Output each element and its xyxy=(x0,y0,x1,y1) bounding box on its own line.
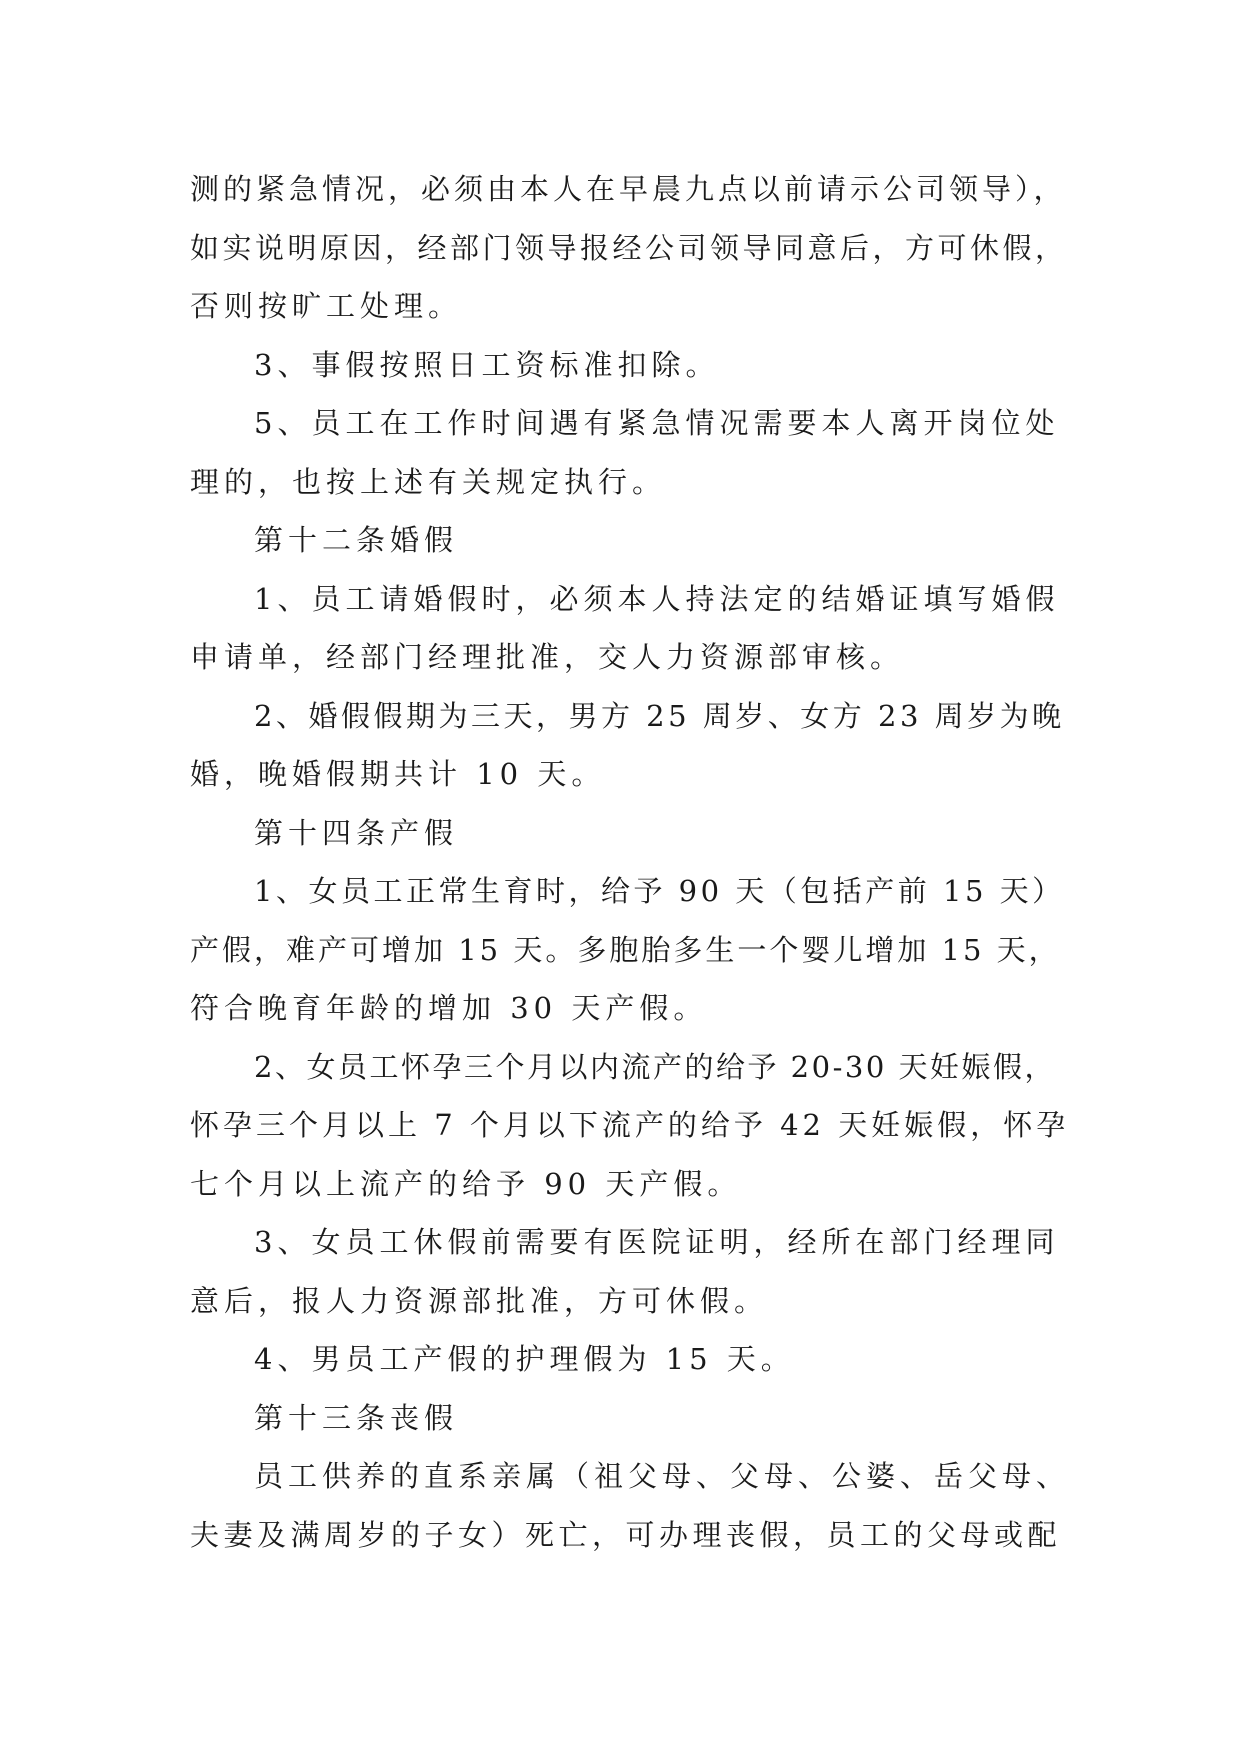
text-line: 2、婚假假期为三天，男方 25 周岁、女方 23 周岁为晚 xyxy=(254,698,1065,733)
text-line: 否则按旷工处理。 xyxy=(190,289,463,323)
text-line: 3、事假按照日工资标准扣除。 xyxy=(254,347,720,382)
text-line: 4、男员工产假的护理假为 15 天。 xyxy=(254,1342,795,1376)
text-line: 2、女员工怀孕三个月以内流产的给予 20-30 天妊娠假， xyxy=(254,1049,1056,1084)
text-line: 怀孕三个月以上 7 个月以下流产的给予 42 天妊娠假，怀孕 xyxy=(190,1108,1070,1142)
section-heading: 第十四条产假 xyxy=(254,815,459,850)
text-line: 理的，也按上述有关规定执行。 xyxy=(190,464,667,499)
text-line: 申请单，经部门经理批准，交人力资源部审核。 xyxy=(190,640,905,674)
text-line: 符合晚育年龄的增加 30 天产假。 xyxy=(190,991,708,1025)
text-line: 1、女员工正常生育时，给予 90 天（包括产前 15 天） xyxy=(254,874,1065,908)
section-heading: 第十三条丧假 xyxy=(254,1400,459,1435)
text-line: 测的紧急情况，必须由本人在早晨九点以前请示公司领导）， xyxy=(190,172,1067,206)
section-heading: 第十二条婚假 xyxy=(254,523,459,557)
document-body xyxy=(190,160,1070,1564)
text-line: 1、员工请婚假时，必须本人持法定的结婚证填写婚假 xyxy=(254,581,1060,616)
text-line: 5、员工在工作时间遇有紧急情况需要本人离开岗位处 xyxy=(254,406,1060,440)
text-line: 夫妻及满周岁的子女）死亡，可办理丧假，员工的父母或配 xyxy=(190,1517,1062,1552)
text-line: 七个月以上流产的给予 90 天产假。 xyxy=(190,1166,742,1201)
text-line: 如实说明原因，经部门领导报经公司领导同意后，方可休假， xyxy=(190,230,1068,265)
text-line: 产假，难产可增加 15 天。多胞胎多生一个婴儿增加 15 天， xyxy=(190,932,1061,967)
text-line: 员工供养的直系亲属（祖父母、父母、公婆、岳父母、 xyxy=(254,1459,1071,1493)
text-line: 3、女员工休假前需要有医院证明，经所在部门经理同 xyxy=(254,1225,1060,1259)
text-line: 意后，报人力资源部批准，方可休假。 xyxy=(190,1283,769,1318)
text-line: 婚，晚婚假期共计 10 天。 xyxy=(190,757,606,791)
